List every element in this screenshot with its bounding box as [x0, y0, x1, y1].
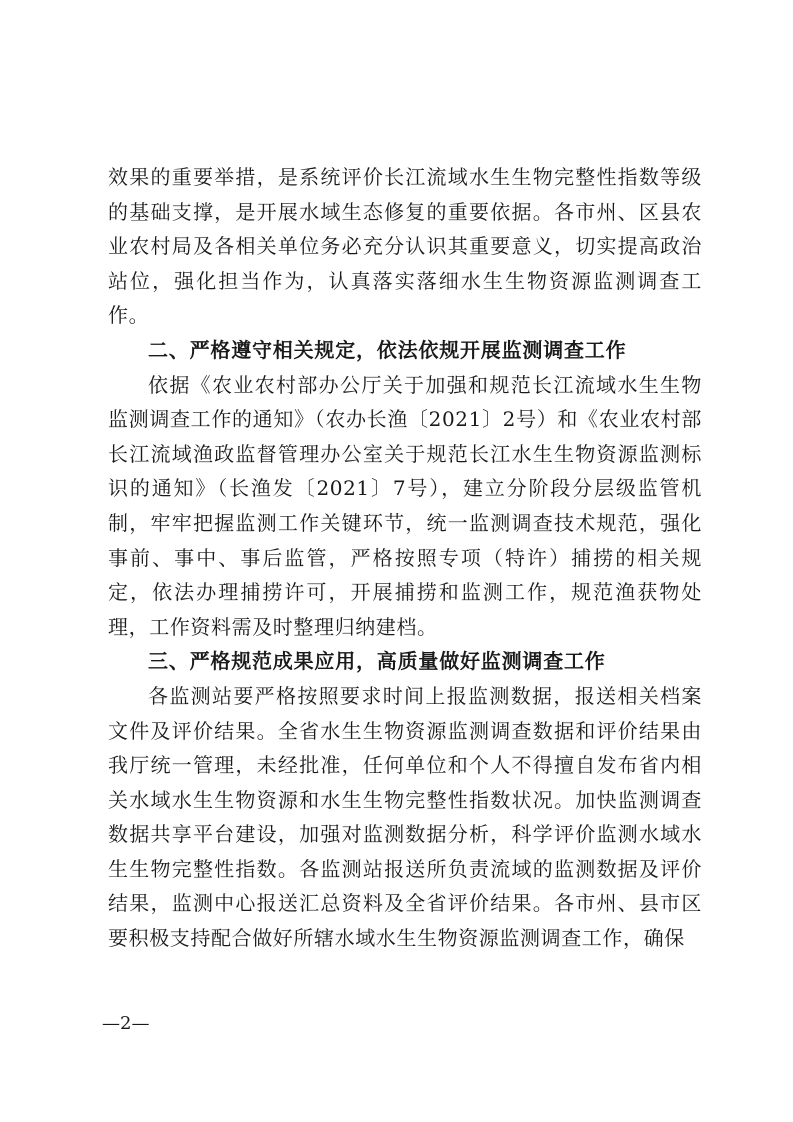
- section-heading-2: 二、严格遵守相关规定，依法依规开展监测调查工作: [148, 337, 627, 362]
- section-heading-3: 三、严格规范成果应用，高质量做好监测调查工作: [148, 649, 606, 674]
- document-body: [108, 160, 702, 956]
- paragraph-continuation: 效果的重要举措，是系统评价长江流域水生生物完整性指数等级的基础支撑，是开展水域生态修复的重要依据。各市州、区县农业农村局及各相关单位务必充分认识其重要意义，切实提高政治站位，强化担当作为，认真落实落细水生生物资源监测调查工作。: [108, 165, 702, 328]
- paragraph-results-application: 各监测站要严格按照要求时间上报监测数据，报送相关档案文件及评价结果。全省水生生物资源监测调查数据和评价结果由我厅统一管理，未经批准，任何单位和个人不得擅自发布省内相关水域水生生物资源和水生生物完整性指数状况。加快监测调查数据共享平台建设，加强对监测数据分析，科学评价监测水域水生生物完整性指数。各监测站报送所负责流域的监测数据及评价结果，监测中心报送汇总资料及全省评价结果。各市州、县市区要积极支持配合做好所辖水域水生生物资源监测调查工作，确保: [108, 683, 702, 951]
- page-number: —2—: [102, 1013, 150, 1034]
- paragraph-regulations: 依据《农业农村部办公厅关于加强和规范长江流域水生生物监测调查工作的通知》（农办长渔〔2021〕2号）和《农业农村部长江流域渔政监督管理办公室关于规范长江水生生物资源监测标识的通知》（长渔发〔2021〕7号），建立分阶段分层级监管机制，牢牢把握监测工作关键环节，统一监测调查技术规范，强化事前、事中、事后监管，严格按照专项（特许）捕捞的相关规定，依法办理捕捞许可，开展捕捞和监测工作，规范渔获物处理，工作资料需及时整理归纳建档。: [108, 372, 702, 639]
